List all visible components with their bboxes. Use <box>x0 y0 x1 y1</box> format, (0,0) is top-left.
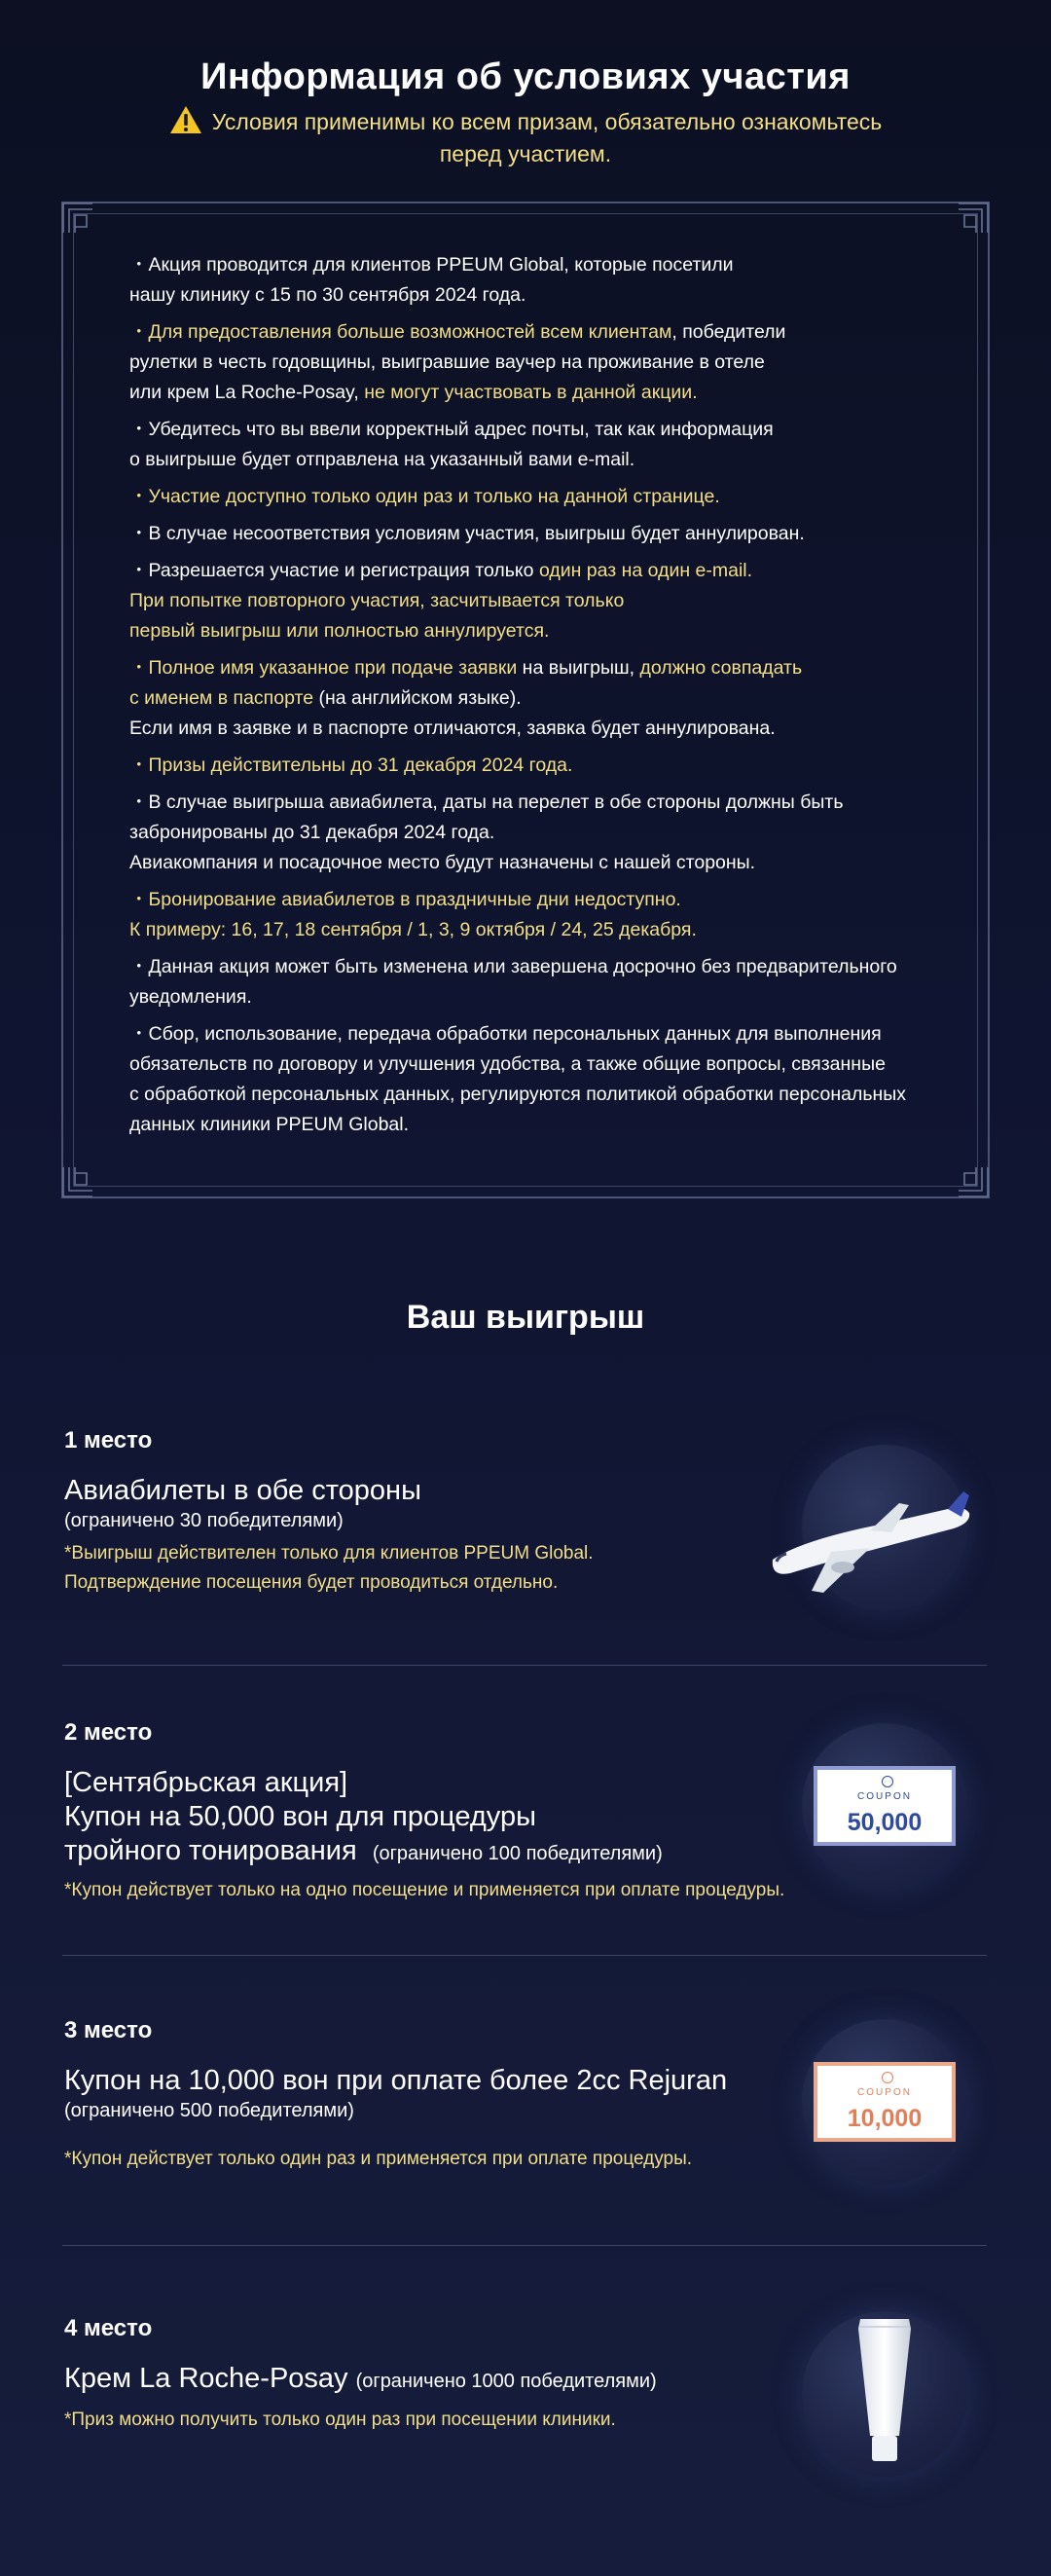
warning-icon <box>169 105 202 134</box>
rule-item <box>129 751 937 781</box>
rule-highlight-text: первый выигрыш или полностью аннулируется. <box>129 620 550 642</box>
rules-list <box>129 250 937 1147</box>
rule-item <box>129 952 937 1012</box>
rule-text: рулетки в честь годовщины, выигравшие ваучер на проживание в отеле <box>129 351 765 373</box>
rule-text: нашу клинику с 15 по 30 сентября 2024 года. <box>129 284 526 306</box>
prize-limit: (ограничено 100 победителями) <box>372 1843 663 1864</box>
prize-image-circle <box>802 2311 967 2477</box>
rule-item <box>129 250 937 311</box>
prize-3 <box>64 2017 784 2174</box>
prize-name: Купон на 10,000 вон при оплате более 2cc Rejuran <box>64 2065 728 2096</box>
frame-corner-ornament <box>957 202 990 235</box>
rule-highlight-text: один раз на один e-mail. <box>538 560 753 581</box>
rule-text: Если имя в заявке и в паспорте отличаются, заявка будет аннулирована. <box>129 718 776 739</box>
prize-place: 4 место <box>64 2315 153 2341</box>
page-title: Информация об условиях участия <box>200 56 851 97</box>
prizes-section-title: Ваш выигрыш <box>406 1299 645 1336</box>
coupon-label: COUPON <box>857 1791 912 1802</box>
prize-limit: (ограничено 30 победителями) <box>64 1510 344 1531</box>
coupon-value: 10,000 <box>847 2105 923 2132</box>
prize-2 <box>64 1719 804 1905</box>
rule-highlight-text: не могут участвовать в данной акции. <box>364 382 698 403</box>
frame-corner-ornament <box>61 1165 94 1198</box>
rules-frame <box>61 202 990 1198</box>
rule-highlight-text: К примеру: 16, 17, 18 сентября / 1, 3, 9 октября / 24, 25 декабря. <box>129 919 697 940</box>
rule-highlight-text: ・Участие доступно только один раз и только на данной странице. <box>129 486 720 507</box>
rule-text: ・Убедитесь что вы ввели корректный адрес почты, так как информация <box>129 419 774 440</box>
prize-4 <box>64 2315 784 2435</box>
prize-divider <box>62 1955 987 1956</box>
rule-text: с обработкой персональных данных, регулируются политикой обработки персональных <box>129 1084 907 1105</box>
rule-text: ・Акция проводится для клиентов PPEUM Global, которые посетили <box>129 254 734 276</box>
prize-note: Подтверждение посещения будет проводиться отдельно. <box>64 1572 559 1593</box>
coupon-label: COUPON <box>857 2087 912 2098</box>
frame-corner-ornament <box>61 202 94 235</box>
rule-text: о выигрыше будет отправлена на указанный вами e-mail. <box>129 449 635 470</box>
prize-place: 3 место <box>64 2017 153 2043</box>
warning-text-line1: Условия применимы ко всем призам, обязательно ознакомьтесь <box>211 109 883 134</box>
prize-note: *Приз можно получить только один раз при посещении клиники. <box>64 2410 616 2430</box>
rule-text: (на английском языке). <box>313 687 522 709</box>
rule-text: , победители <box>671 321 786 343</box>
rule-text: ・В случае несоответствия условиям участия, выигрыш будет аннулирован. <box>129 523 805 544</box>
rule-highlight-text: ・Для предоставления больше возможностей всем клиентам <box>129 321 672 343</box>
rule-text: ・Данная акция может быть изменена или завершена досрочно без предварительного <box>129 956 897 977</box>
prize-place: 1 место <box>64 1427 153 1454</box>
coupon-card <box>814 2062 956 2142</box>
coupon-card <box>814 1766 956 1846</box>
rule-item <box>129 653 937 744</box>
rule-item <box>129 415 937 475</box>
rule-text: Авиакомпания и посадочное место будут назначены с нашей стороны. <box>129 852 756 873</box>
rule-text: уведомления. <box>129 986 252 1008</box>
warning-text-line2: перед участием. <box>439 141 612 166</box>
coupon-seal-icon <box>882 2072 893 2083</box>
rule-item <box>129 1019 937 1140</box>
rule-highlight-text: При попытке повторного участия, засчитывается только <box>129 590 625 611</box>
rule-item <box>129 885 937 945</box>
prize-image-circle <box>802 1445 967 1610</box>
rule-item <box>129 788 937 878</box>
rule-text: ・Разрешается участие и регистрация только <box>129 560 539 581</box>
prize-image-circle <box>802 1723 967 1889</box>
rule-highlight-text: должно совпадать <box>639 657 803 679</box>
warning-notice <box>0 105 1051 170</box>
rule-text: ・Сбор, использование, передача обработки персональных данных для выполнения <box>129 1023 882 1045</box>
coupon-seal-icon <box>882 1776 893 1787</box>
prize-divider <box>62 1665 987 1666</box>
prize-1 <box>64 1427 784 1598</box>
rule-highlight-text: с именем в паспорте <box>129 687 314 709</box>
frame-corner-ornament <box>957 1165 990 1198</box>
rule-highlight-text: ・Полное имя указанное при подаче заявки <box>129 657 518 679</box>
prize-limit: (ограничено 1000 победителями) <box>355 2371 657 2392</box>
rule-text: ・В случае выигрыша авиабилета, даты на перелет в обе стороны должны быть <box>129 791 844 813</box>
prize-name: Крем La Roche-Posay (ограничено 1000 победителями) <box>64 2363 657 2394</box>
coupon-value: 50,000 <box>847 1809 923 1836</box>
rule-item <box>129 317 937 408</box>
cream-tube-icon <box>802 2311 967 2477</box>
airplane-icon <box>763 1484 977 1601</box>
prize-place: 2 место <box>64 1719 153 1746</box>
rule-item <box>129 556 937 646</box>
rule-item <box>129 482 937 512</box>
prize-note: *Купон действует только на одно посещение и применяется при оплате процедуры. <box>64 1880 785 1900</box>
rule-item <box>129 519 937 549</box>
prize-divider <box>62 2245 987 2246</box>
rule-text: забронированы до 31 декабря 2024 года. <box>129 822 495 843</box>
rule-highlight-text: ・Призы действительны до 31 декабря 2024 года. <box>129 754 573 776</box>
rule-highlight-text: ・Бронирование авиабилетов в праздничные дни недоступно. <box>129 889 681 910</box>
prize-name: Авиабилеты в обе стороны <box>64 1475 421 1506</box>
prize-note: *Купон действует только один раз и применяется при оплате процедуры. <box>64 2149 693 2169</box>
rule-text: данных клиники PPEUM Global. <box>129 1114 410 1135</box>
rule-text: на выигрыш, <box>517 657 640 679</box>
prize-name-line3: тройного тонирования (ограничено 100 победителями) <box>64 1835 663 1866</box>
prize-name-line1: [Сентябрьская акция] <box>64 1767 348 1798</box>
prize-note: *Выигрыш действителен только для клиентов PPEUM Global. <box>64 1543 594 1564</box>
rule-text: или крем La Roche-Posay, <box>129 382 365 403</box>
prize-limit: (ограничено 500 победителями) <box>64 2100 354 2121</box>
prize-image-circle <box>802 2019 967 2185</box>
rule-text: обязательств по договору и улучшения удобства, а также общие вопросы, связанные <box>129 1053 886 1075</box>
prize-name-line2: Купон на 50,000 вон для процедуры <box>64 1801 536 1832</box>
